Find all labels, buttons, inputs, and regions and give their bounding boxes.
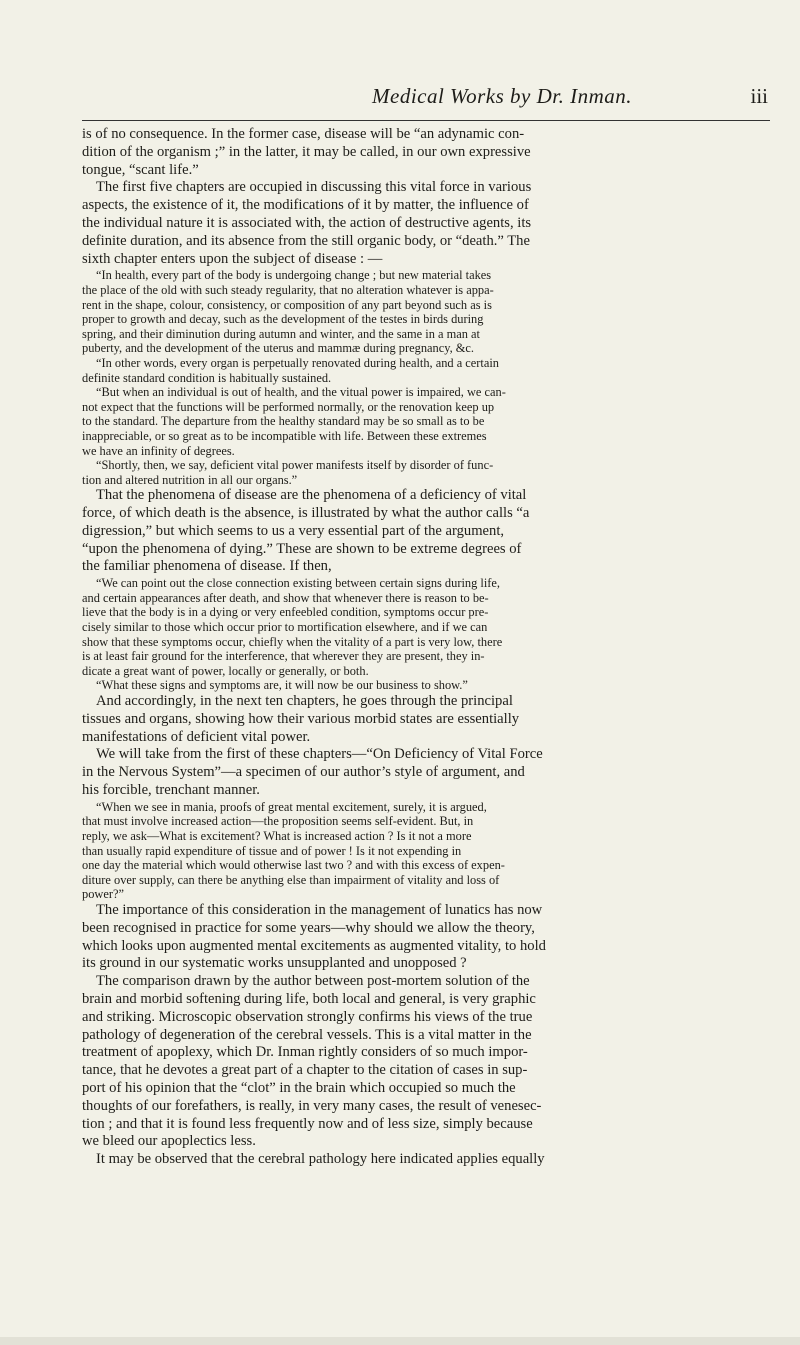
text-line: is at least fair ground for the interference, that wherever they are present, they in- bbox=[82, 649, 485, 664]
quoted-paragraph bbox=[82, 268, 770, 356]
paragraph bbox=[82, 126, 770, 179]
text-line: “What these signs and symptoms are, it will now be our business to show.” bbox=[96, 678, 468, 693]
text-line: brain and morbid softening during life, both local and general, is very graphic bbox=[82, 990, 536, 1007]
text-line: dition of the organism ;” in the latter, it may be called, in our own expressive bbox=[82, 143, 531, 160]
running-header bbox=[82, 82, 770, 114]
text-line: we have an infinity of degrees. bbox=[82, 443, 235, 458]
text-line: than usually rapid expenditure of tissue and of power ! Is it not expending in bbox=[82, 843, 462, 858]
paragraph bbox=[82, 746, 770, 799]
text-line: which looks upon augmented mental excitements as augmented vitality, to hold bbox=[82, 937, 546, 954]
text-line: lieve that the body is in a dying or very enfeebled condition, symptoms occur pre- bbox=[82, 605, 489, 620]
header-rule bbox=[82, 120, 770, 121]
paragraph bbox=[82, 973, 770, 1151]
text-line: aspects, the existence of it, the modifications of it by matter, the influence of bbox=[82, 197, 529, 214]
quoted-paragraph bbox=[82, 356, 770, 385]
paragraph bbox=[82, 1151, 770, 1169]
text-line: we bleed our apoplectics less. bbox=[82, 1133, 256, 1150]
text-line: port of his opinion that the “clot” in the brain which occupied so much the bbox=[82, 1079, 516, 1096]
text-line: puberty, and the development of the uterus and mammæ during pregnancy, &c. bbox=[82, 341, 475, 356]
text-line: to the standard. The departure from the healthy standard may be so small as to be bbox=[82, 414, 485, 429]
text-line: definite standard condition is habitually sustained. bbox=[82, 370, 332, 385]
text-line: “upon the phenomena of dying.” These are shown to be extreme degrees of bbox=[82, 540, 522, 557]
text-line: “But when an individual is out of health, and the vitual power is impaired, we can- bbox=[96, 385, 506, 400]
text-line: and certain appearances after death, and show that whenever there is reason to be- bbox=[82, 590, 489, 605]
paragraph bbox=[82, 902, 770, 973]
page-number: iii bbox=[750, 84, 768, 108]
text-line: pathology of degeneration of the cerebral vessels. This is a vital matter in the bbox=[82, 1026, 532, 1043]
scan-edge bbox=[0, 1337, 800, 1345]
text-line: the familiar phenomena of disease. If then, bbox=[82, 558, 332, 575]
text-line: tion and altered nutrition in all our organs.” bbox=[82, 472, 298, 487]
text-line: The importance of this consideration in the management of lunatics has now bbox=[96, 901, 543, 918]
text-line: that must involve increased action—the proposition seems self-evident. But, in bbox=[82, 814, 474, 829]
text-line: diture over supply, can there be anything else than impairment of vitality and loss of bbox=[82, 872, 500, 887]
text-line: his forcible, trenchant manner. bbox=[82, 782, 260, 798]
paragraph bbox=[82, 693, 770, 746]
quoted-paragraph bbox=[82, 385, 770, 458]
text-line: not expect that the functions will be performed normally, or the renovation keep up bbox=[82, 399, 495, 414]
text-line: one day the material which would otherwise last two ? and with this excess of expen- bbox=[82, 858, 505, 873]
text-line: “In other words, every organ is perpetually renovated during health, and a certain bbox=[96, 355, 500, 370]
text-line: reply, we ask—What is excitement? What is increased action ? Is it not a more bbox=[82, 828, 472, 843]
text-line: “When we see in mania, proofs of great mental excitement, surely, it is argued, bbox=[96, 799, 487, 814]
running-title: Medical Works by Dr. Inman. bbox=[372, 84, 633, 108]
text-line: been recognised in practice for some years—why should we allow the theory, bbox=[82, 919, 535, 936]
text-line: cisely similar to those which occur prior to mortification elsewhere, and if we can bbox=[82, 620, 488, 635]
text-line: show that these symptoms occur, chiefly when the vitality of a part is very low, there bbox=[82, 634, 503, 649]
paragraph bbox=[82, 179, 770, 268]
text-line: The first five chapters are occupied in discussing this vital force in various bbox=[96, 179, 532, 196]
text-line: its ground in our systematic works unsupplanted and unopposed ? bbox=[82, 955, 467, 972]
text-line: We will take from the first of these chapters—“On Deficiency of Vital Force bbox=[96, 746, 543, 763]
text-line: power?” bbox=[82, 887, 124, 902]
text-line: manifestations of deficient vital power. bbox=[82, 728, 311, 745]
text-line: The comparison drawn by the author between post-mortem solution of the bbox=[96, 973, 530, 990]
text-line: “Shortly, then, we say, deficient vital power manifests itself by disorder of func- bbox=[96, 458, 494, 473]
text-line: is of no consequence. In the former case, disease will be “an adynamic con- bbox=[82, 126, 525, 142]
text-line: “In health, every part of the body is undergoing change ; but new material takes bbox=[96, 268, 492, 283]
text-line: the place of the old with such steady regularity, that no alteration whatever is appa- bbox=[82, 282, 494, 297]
text-line: force, of which death is the absence, is illustrated by what the author calls “a bbox=[82, 505, 530, 522]
text-line: thoughts of our forefathers, is really, in very many cases, the result of venesec- bbox=[82, 1097, 542, 1114]
paragraph bbox=[82, 487, 770, 576]
quoted-paragraph bbox=[82, 458, 770, 487]
quoted-paragraph bbox=[82, 678, 770, 693]
text-line: spring, and their diminution during autumn and winter, and the same in a man at bbox=[82, 326, 480, 341]
quoted-paragraph bbox=[82, 800, 770, 902]
text-line: And accordingly, in the next ten chapters, he goes through the principal bbox=[96, 693, 513, 710]
text-line: treatment of apoplexy, which Dr. Inman rightly considers of so much impor- bbox=[82, 1044, 528, 1061]
text-line: It may be observed that the cerebral pathology here indicated applies equally bbox=[96, 1151, 545, 1168]
article-body bbox=[82, 126, 770, 1169]
text-line: tion ; and that it is found less frequently now and of less size, simply because bbox=[82, 1115, 533, 1132]
text-line: inappreciable, or so great as to be incompatible with life. Between these extremes bbox=[82, 428, 487, 443]
text-line: tance, that he devotes a great part of a chapter to the citation of cases in sup- bbox=[82, 1062, 528, 1079]
text-line: dicate a great want of power, locally or generally, or both. bbox=[82, 663, 369, 678]
text-line: definite duration, and its absence from the still organic body, or “death.” The bbox=[82, 232, 530, 249]
text-line: sixth chapter enters upon the subject of disease : — bbox=[82, 250, 383, 267]
text-line: proper to growth and decay, such as the development of the testes in birds during bbox=[82, 312, 484, 327]
text-line: in the Nervous System”—a specimen of our author’s style of argument, and bbox=[82, 764, 525, 781]
text-line: “We can point out the close connection existing between certain signs during life, bbox=[96, 576, 500, 591]
text-line: the individual nature it is associated with, the action of destructive agents, its bbox=[82, 214, 532, 231]
text-line: and striking. Microscopic observation strongly confirms his views of the true bbox=[82, 1008, 533, 1025]
text-line: tongue, “scant life.” bbox=[82, 161, 199, 178]
text-line: tissues and organs, showing how their various morbid states are essentially bbox=[82, 710, 520, 727]
text-line: digression,” but which seems to us a very essential part of the argument, bbox=[82, 522, 505, 539]
text-line: rent in the shape, colour, consistency, or composition of any part beyond such as is bbox=[82, 297, 492, 312]
quoted-paragraph bbox=[82, 576, 770, 678]
text-line: That the phenomena of disease are the phenomena of a deficiency of vital bbox=[96, 487, 527, 504]
